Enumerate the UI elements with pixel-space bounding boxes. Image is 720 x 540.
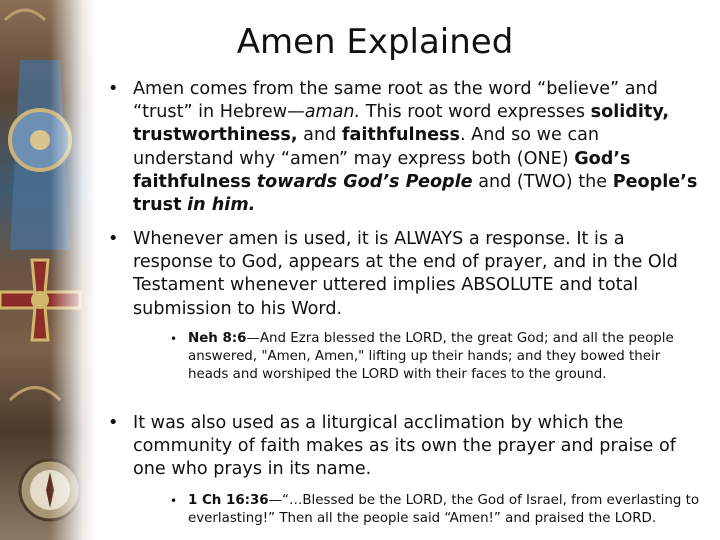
bullet-liturgical-acclamation (108, 412, 704, 482)
bullet-amen-response (108, 228, 704, 321)
scripture-reference: 1 Ch 16:36 (188, 493, 269, 508)
bullet-text: Amen comes from the same root as the word “believe” and “trust” in Hebrew—aman. This root word expresses solidity, trustworthiness, and faithfulness. And so we can understand why “amen” may express both (ONE) God’s faithfulness towards God’s People and (TWO) the People’s trust in him. (133, 79, 698, 216)
sub-bullet-text: 1 Ch 16:36—“…Blessed be the LORD, the God of Israel, from everlasting to everlasting!” Then all the people said “Amen!” and praised the LORD. (188, 493, 700, 526)
sub-bullet-icon: • (170, 332, 178, 346)
scripture-reference: Neh 8:6 (188, 331, 247, 346)
bullet-text: It was also used as a liturgical acclimation by which the community of faith makes as its own the prayer and praise of one who prays in its name. (133, 413, 676, 480)
bullet-icon: • (108, 413, 119, 433)
bullet-icon: • (108, 79, 119, 99)
sub-bullet-icon: • (170, 494, 178, 508)
bullet-text: Whenever amen is used, it is ALWAYS a response. It is a response to God, appears at the end of prayer, and in the Old Testament whenever uttered implies ABSOLUTE and total submission to his Word. (133, 229, 678, 319)
bullet-amen-origin (108, 78, 704, 217)
sub-bullet-text: Neh 8:6—And Ezra blessed the LORD, the great God; and all the people answered, "Amen, Amen," lifting up their hands; and they bowed their heads and worshiped the LORD with their faces to the ground. (188, 331, 674, 382)
slide-title: Amen Explained (236, 22, 514, 62)
sub-bullet-chronicles (170, 492, 700, 528)
sub-bullet-nehemiah (170, 330, 700, 384)
bullet-icon: • (108, 229, 119, 249)
decorative-medal-image (0, 0, 96, 540)
